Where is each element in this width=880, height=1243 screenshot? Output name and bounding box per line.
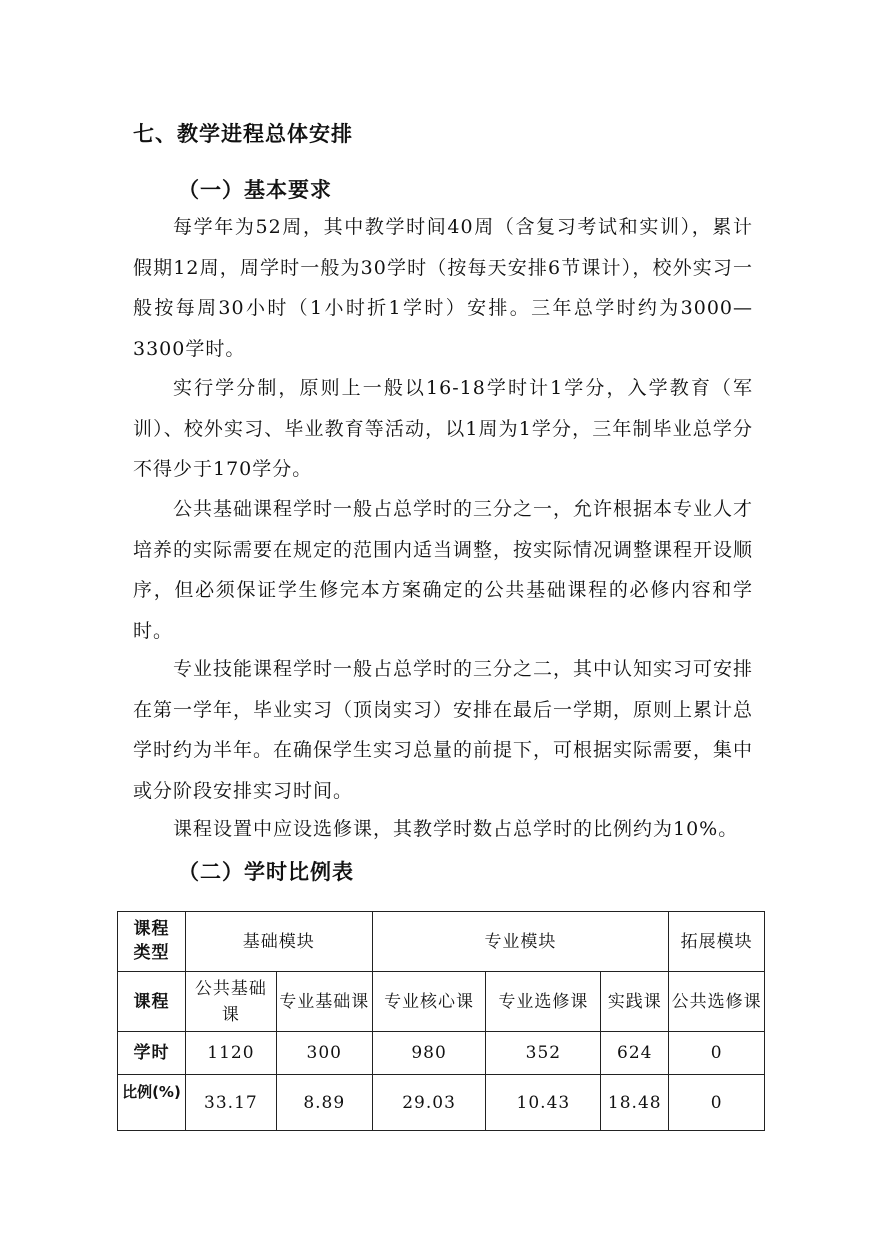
module-extension: 拓展模块 (669, 912, 765, 972)
paragraph-3: 公共基础课程学时一般占总学时的三分之一，允许根据本专业人才培养的实际需要在规定的范围内适当调整，按实际情况调整课程开设顺序，但必须保证学生修完本方案确定的公共基础课程的必修内容和学时。 (133, 498, 754, 642)
paragraph-5: 课程设置中应设选修课，其教学时数占总学时的比例约为10%。 (173, 818, 739, 840)
ratio-value: 0 (669, 1075, 765, 1131)
table-row-ratio (118, 1075, 765, 1131)
course-name: 专业基础课 (276, 972, 372, 1032)
paragraph-1: 每学年为52周，其中教学时间40周（含复习考试和实训），累计假期12周，周学时一般为30学时（按每天安排6节课计），校外实习一般按每周30小时（1小时折1学时）安排。三年总学时约为3000—3300学时。 (133, 216, 753, 360)
paragraph-4: 专业技能课程学时一般占总学时的三分之二，其中认知实习可安排在第一学年，毕业实习（顶岗实习）安排在最后一学期，原则上累计总学时约为半年。在确保学生实习总量的前提下，可根据实际需要，集中或分阶段安排实习时间。 (133, 658, 754, 802)
subsection-title-hours-ratio: （二）学时比例表 (178, 860, 354, 884)
hours-value: 1120 (185, 1032, 276, 1075)
table-row-course (118, 972, 765, 1032)
hours-value: 0 (669, 1032, 765, 1075)
ratio-value: 10.43 (486, 1075, 601, 1131)
hours-value: 980 (372, 1032, 486, 1075)
hours-ratio-table (117, 911, 765, 1131)
course-name: 实践课 (601, 972, 669, 1032)
table-row-hours (118, 1032, 765, 1075)
hours-value: 352 (486, 1032, 601, 1075)
ratio-label: 比例(%) (118, 1075, 186, 1131)
course-label: 课程 (118, 972, 186, 1032)
course-name: 公共基础课 (185, 972, 276, 1032)
ratio-value: 33.17 (185, 1075, 276, 1131)
hours-label: 学时 (118, 1032, 186, 1075)
paragraph-2: 实行学分制，原则上一般以16-18学时计1学分，入学教育（军训）、校外实习、毕业教育等活动，以1周为1学分，三年制毕业总学分不得少于170学分。 (133, 377, 753, 480)
hours-value: 624 (601, 1032, 669, 1075)
hours-value: 300 (276, 1032, 372, 1075)
module-professional: 专业模块 (372, 912, 669, 972)
table-row-type (118, 912, 765, 972)
module-basic: 基础模块 (185, 912, 372, 972)
section-title: 七、教学进程总体安排 (133, 122, 353, 146)
subsection-title-basic-requirements: （一）基本要求 (178, 178, 332, 202)
course-name: 公共选修课 (669, 972, 765, 1032)
ratio-value: 29.03 (372, 1075, 486, 1131)
course-type-label: 课程类型 (118, 912, 186, 972)
course-name: 专业选修课 (486, 972, 601, 1032)
ratio-value: 18.48 (601, 1075, 669, 1131)
ratio-value: 8.89 (276, 1075, 372, 1131)
course-name: 专业核心课 (372, 972, 486, 1032)
